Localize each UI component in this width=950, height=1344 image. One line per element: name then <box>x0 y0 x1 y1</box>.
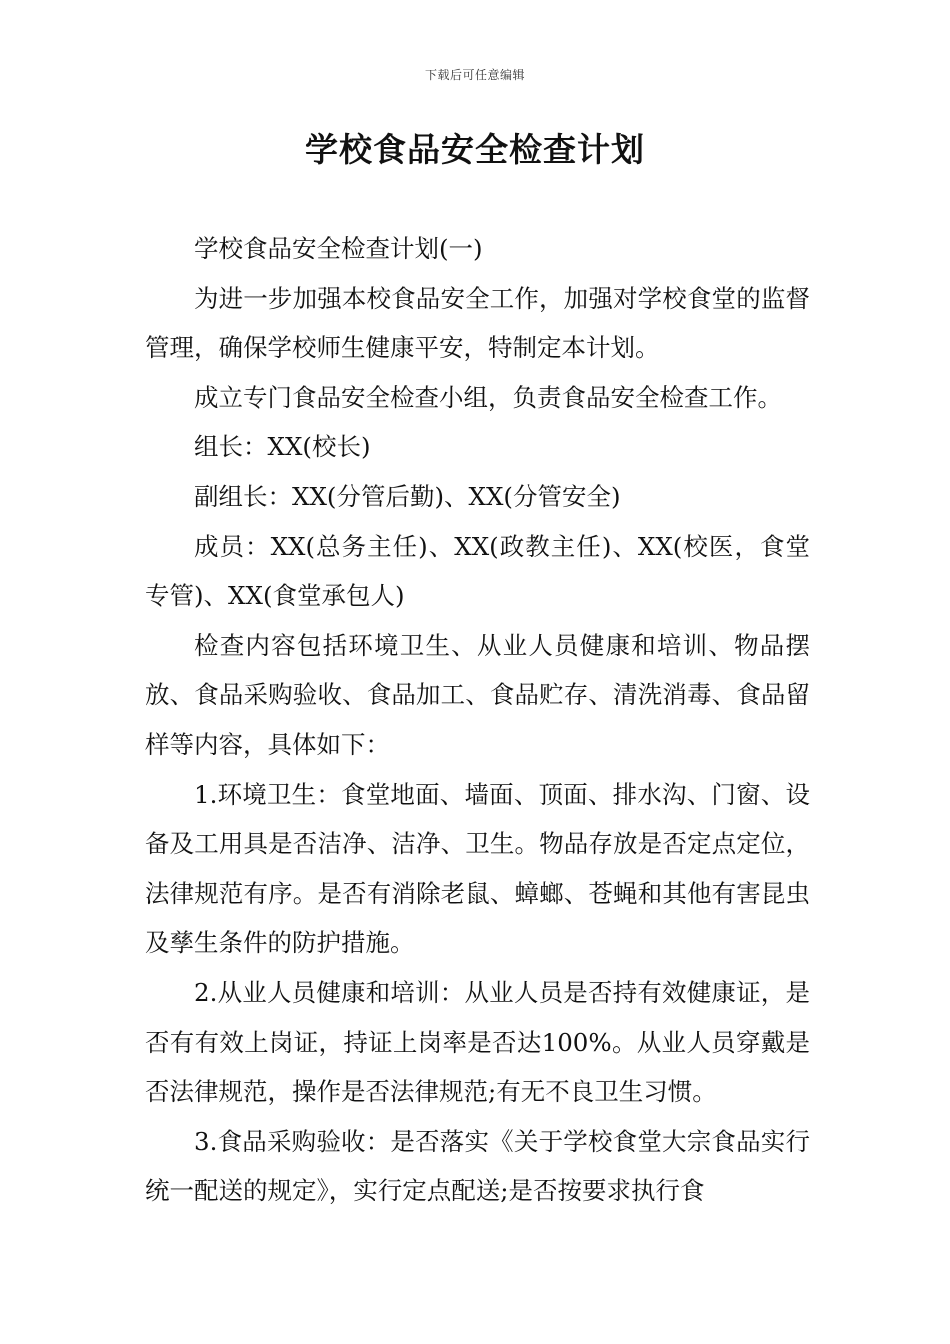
paragraph-leader: 组长：XX(校长) <box>194 432 371 462</box>
paragraph-item-3: 3.食品采购验收：是否落实《关于学校食堂大宗食品实行统一配送的规定》，实行定点配送;是否按要求执行食 <box>145 1126 810 1206</box>
paragraph-item-2: 2.从业人员健康和培训：从业人员是否持有效健康证，是否有有效上岗证，持证上岗率是否达100%。从业人员穿戴是否法律规范，操作是否法律规范;有无不良卫生习惯。 <box>145 977 810 1107</box>
paragraph-contents: 检查内容包括环境卫生、从业人员健康和培训、物品摆放、食品采购验收、食品加工、食品贮存、清洗消毒、食品留样等内容，具体如下： <box>145 630 810 759</box>
paragraph-members: 成员：XX(总务主任)、XX(政教主任)、XX(校医，食堂专管)、XX(食堂承包人) <box>145 531 810 611</box>
document-body <box>145 224 810 1216</box>
header-note: 下载后可任意编辑 <box>424 68 525 82</box>
paragraph-item-1: 1.环境卫生：食堂地面、墙面、顶面、排水沟、门窗、设备及工用具是否洁净、洁净、卫生。物品存放是否定点定位，法律规范有序。是否有消除老鼠、蟑螂、苍蝇和其他有害昆虫及孳生条件的防护措施。 <box>145 779 810 958</box>
paragraph-deputy-leader: 副组长：XX(分管后勤)、XX(分管安全) <box>194 481 621 511</box>
paragraph-team: 成立专门食品安全检查小组，负责食品安全检查工作。 <box>194 382 782 412</box>
paragraph-intro: 为进一步加强本校食品安全工作，加强对学校食堂的监督管理，确保学校师生健康平安，特制定本计划。 <box>145 283 810 363</box>
paragraph-subtitle: 学校食品安全检查计划(一) <box>194 234 483 263</box>
document-title: 学校食品安全检查计划 <box>305 130 645 169</box>
